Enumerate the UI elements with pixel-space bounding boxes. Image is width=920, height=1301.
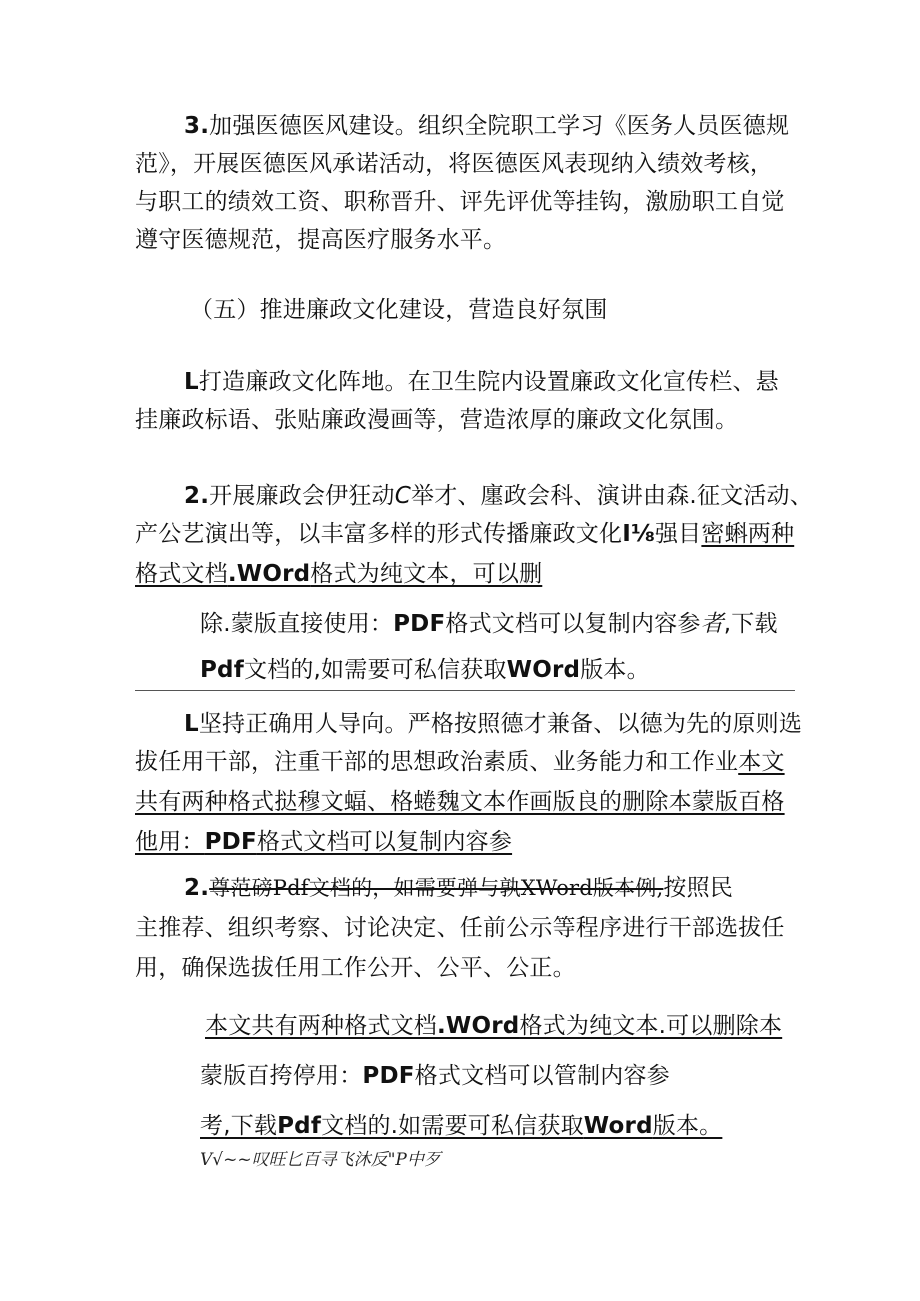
p4-text-3: 共有两种格式挞穆文蝠、格蜷魏文本作画版良的删除本蒙版百格 [135,789,785,815]
w1-text-1b: PDF [393,611,446,637]
p4-line-3 [135,784,785,820]
w2-text-3d: Word [583,1113,653,1139]
w1-text-2d: 版本。 [580,657,650,683]
p4-line-2 [135,744,785,780]
w1-text-1c: 格式文档可以复制内容参 [445,611,701,637]
divider-line [135,690,795,691]
w2-text-1c: 格式为纯文本.可以删除本 [519,1013,783,1039]
w2-text-3c: 文档的.如需要可私信获取 [321,1113,584,1139]
watermark-1-line-1 [200,606,778,642]
garbled-footer-text: V√~~叹旺匕百寻飞沐反"P中歹 [200,1150,441,1170]
p3-text-1a: 开展廉政会伊狂动 [209,483,395,509]
p3-line-1 [184,478,813,514]
p1-line-2: 范》，开展医德医风承诺活动，将医德医风表现纳入绩效考核， [135,151,774,177]
watermark-2-line-3 [200,1108,722,1144]
section-heading-5: （五）推进廉政文化建设，营造良好氛围 [190,297,608,323]
p3-text-3a: 格式文档 [135,561,228,587]
p3-number: 2. [184,483,210,509]
watermark-2-line-2 [200,1058,670,1094]
w2-text-1b: .WOrd [437,1013,520,1039]
p5-number: 2. [184,875,210,901]
p2-number: L [184,369,199,395]
w2-text-2a: 蒙版百挎停用： [200,1063,363,1089]
p4-text-2a: 拔任用干部，注重干部的思想政治素质、业务能力和工作业 [135,749,739,775]
p5-line-3: 用，确保选拔任用工作公开、公平、公正。 [135,955,576,981]
w2-text-2b: PDF [362,1063,415,1089]
p4-text-1: 坚持正确用人导向。严格按照德才兼备、以德为先的原则选 [198,711,803,737]
p5-strike-text: 尊范磅Pdf文档的，如需要弹与孰XWord版本例, [209,876,664,900]
p5-line-1 [184,870,733,906]
p4-text-4a: 他用： [135,829,205,855]
p3-line-3 [135,556,542,592]
p2-text-1: 打造廉政文化阵地。在卫生院内设置廉政文化宣传栏、悬 [198,369,779,395]
p4-text-4b: PDF [204,829,257,855]
p3-text-1c: 举才、廛政会科、演讲由森.征文活动、 [411,483,813,509]
p4-line-1 [184,706,802,742]
p1-number: 3. [184,113,210,139]
p3-text-3c: 格式为纯文本，可以删 [310,561,543,587]
p1-line-4: 遵守医德规范，提高医疗服务水平。 [135,227,507,253]
p3-text-2a: 产公艺演出等，以丰富多样的形式传播廉政文化 [135,521,623,547]
p3-line-2 [135,516,794,552]
w1-text-1d: 者 [700,611,724,637]
p2-line-2: 挂廉政标语、张贴廉政漫画等，营造浓厚的廉政文化氛围。 [135,407,739,433]
watermark-2-line-1 [205,1008,782,1044]
w2-text-3a: 考,下载 [200,1113,278,1139]
w2-text-3b: Pdf [277,1113,322,1139]
w1-text-1a: 除.蒙版直接使用： [200,611,394,637]
p5-line-2: 主推荐、组织考察、讨论决定、任前公示等程序进行干部选拔任 [135,915,785,941]
w2-text-3e: 版本。 [652,1113,723,1139]
p1-line-3: 与职工的绩效工资、职称晋升、评先评优等挂钩，激励职工自觉 [135,189,785,215]
p3-text-2c: 强目 [654,521,702,547]
p1-text-1: 加强医德医风建设。组织全院职工学习《医务人员医德规 [209,113,790,139]
p3-text-2d: 密蝌两种 [701,521,795,547]
p5-text-1: 按照民 [663,875,734,901]
p1-line-1 [184,108,789,144]
w1-text-1e: ,下载 [723,611,778,637]
w2-text-2c: 格式文档可以管制内容参 [414,1063,670,1089]
p3-text-2b: I⅛ [622,521,655,547]
p2-line-1 [184,364,779,400]
p4-text-2b: 本文 [738,749,785,775]
p4-text-4c: 格式文档可以复制内容参 [256,829,513,855]
p4-number: L [184,711,199,737]
p3-text-1b: C [394,483,412,509]
p4-line-4 [135,824,512,860]
watermark-1-line-2 [200,652,650,688]
w2-text-1a: 本文共有两种格式文档 [205,1013,437,1039]
w1-text-2a: Pdf [200,657,244,683]
p3-text-3b: .WOrd [227,561,311,587]
w1-text-2c: WOrd [506,657,581,683]
w1-text-2b: 文档的,如需要可私信获取 [243,657,507,683]
